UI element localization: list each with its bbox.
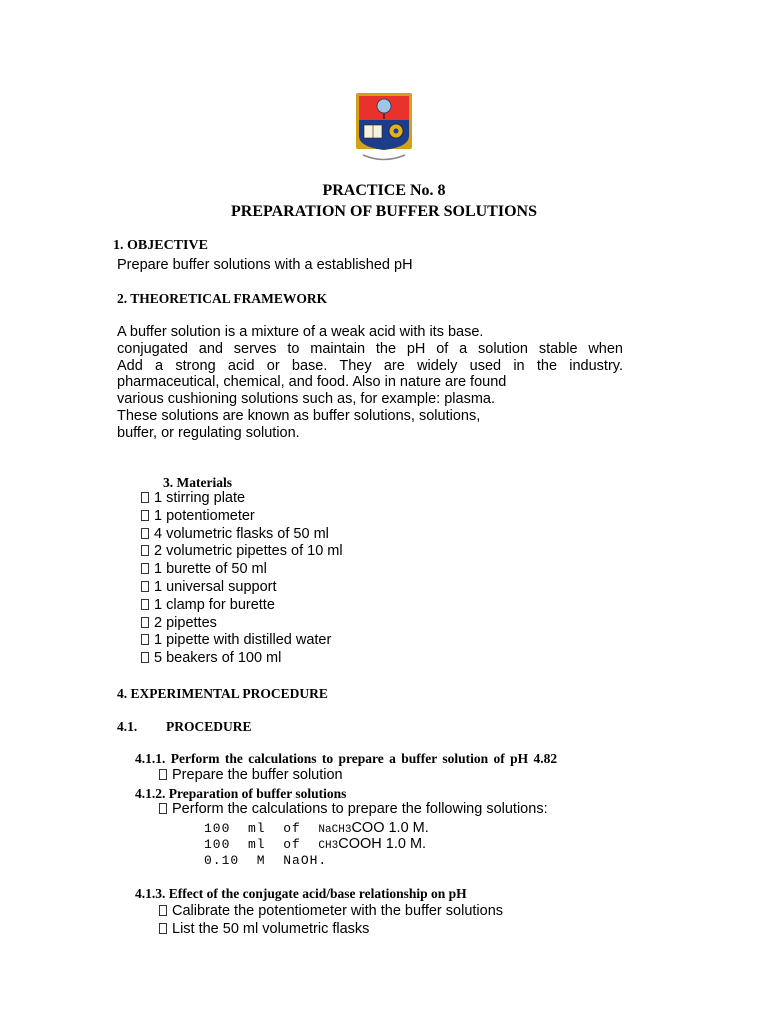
bullet-box-icon [159,905,167,916]
bullet-box-icon [159,803,167,814]
bullet-box-icon [141,545,149,556]
bullet-box-icon [141,617,149,628]
bullet-box-icon [159,923,167,934]
procedure-sub-title: PROCEDURE [166,719,252,734]
list-item: 1 universal support [141,579,343,597]
section-4-1-1-item: Prepare the buffer solution [159,767,343,783]
bullet-box-icon [141,563,149,574]
framework-heading: 2. THEORETICAL FRAMEWORK [117,291,328,306]
list-item: 2 volumetric pipettes of 10 ml [141,543,343,561]
section-4-1-2-title: 4.1.2. Preparation of buffer solutions [135,786,347,801]
objective-text: Prepare buffer solutions with a established pH [117,257,413,273]
practice-number: PRACTICE No. 8 [322,182,446,199]
framework-line: A buffer solution is a mixture of a weak acid with its base. [117,324,484,340]
list-item: 1 potentiometer [141,508,343,526]
section-4-1-2-item: Perform the calculations to prepare the following solutions: [159,801,548,817]
section-4-1-3-item: List the 50 ml volumetric flasks [159,921,369,937]
solution-line: 0.10 M NaOH. [204,853,328,868]
list-item: 2 pipettes [141,615,343,633]
list-item: 4 volumetric flasks of 50 ml [141,526,343,544]
procedure-heading: 4. EXPERIMENTAL PROCEDURE [117,686,328,701]
bullet-box-icon [141,528,149,539]
framework-line: conjugated and serves to maintain the pH of a solution stable when [117,340,623,357]
section-4-1-1-title: 4.1.1. Perform the calculations to prepare a buffer solution of pH 4.82 [135,751,558,766]
list-item: 1 burette of 50 ml [141,561,343,579]
bullet-box-icon [141,492,149,503]
framework-line: Add a strong acid or base. They are widely used in the industry. [117,357,623,374]
list-item: 5 beakers of 100 ml [141,650,343,668]
page-title: PREPARATION OF BUFFER SOLUTIONS [231,203,537,220]
objective-heading: 1. OBJECTIVE [113,238,208,253]
institution-logo [355,92,413,164]
list-item: 1 pipette with distilled water [141,632,343,650]
section-4-1-3-title: 4.1.3. Effect of the conjugate acid/base relationship on pH [135,886,467,901]
framework-paragraph [117,324,623,442]
section-4-1-3-item: Calibrate the potentiometer with the buffer solutions [159,903,503,919]
solution-line: 100 ml of NaCH3COO 1.0 M. [204,820,429,836]
framework-line: various cushioning solutions such as, for example: plasma. [117,391,495,408]
bullet-box-icon [141,599,149,610]
framework-line: buffer, or regulating solution. [117,424,300,441]
framework-line: These solutions are known as buffer solutions, solutions, [117,407,481,424]
bullet-box-icon [159,769,167,780]
procedure-sub-number: 4.1. [117,719,138,734]
solution-line: 100 ml of CH3COOH 1.0 M. [204,836,427,852]
materials-list [141,490,343,668]
list-item: 1 stirring plate [141,490,343,508]
bullet-box-icon [141,634,149,645]
bullet-box-icon [141,581,149,592]
bullet-box-icon [141,652,149,663]
bullet-box-icon [141,510,149,521]
list-item: 1 clamp for burette [141,597,343,615]
materials-heading: 3. Materials [163,475,232,490]
framework-line: pharmaceutical, chemical, and food. Also in nature are found [117,374,507,391]
